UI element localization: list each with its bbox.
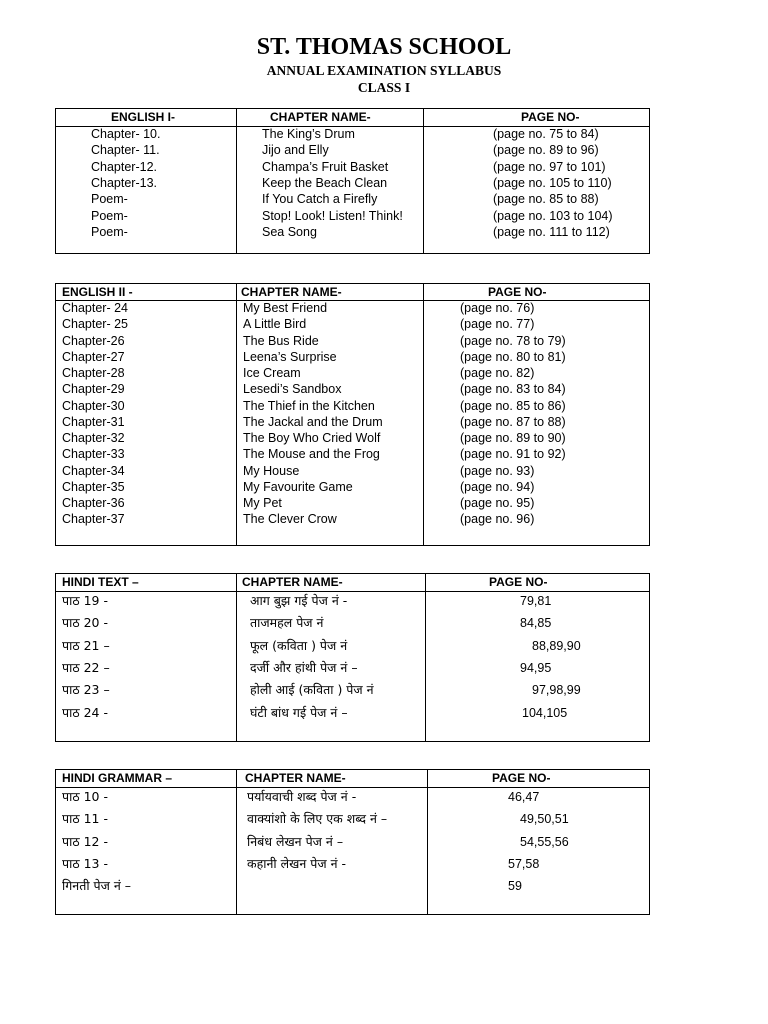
column-divider bbox=[236, 770, 237, 914]
chapter-name: Sea Song bbox=[262, 224, 317, 239]
chapter-name: वाक्यांशो के लिए एक शब्द नं – bbox=[247, 811, 388, 827]
chapter-number: पाठ 24 - bbox=[62, 704, 108, 720]
page-numbers: (page no. 103 to 104) bbox=[493, 208, 613, 223]
column-divider bbox=[236, 284, 237, 545]
chapter-number: Chapter-28 bbox=[62, 366, 125, 380]
chapter-number: Chapter-36 bbox=[62, 496, 125, 510]
page-no-header: PAGE NO- bbox=[492, 771, 551, 785]
chapter-number: Poem- bbox=[91, 224, 128, 239]
chapter-name: My House bbox=[243, 463, 300, 478]
subject-header: HINDI GRAMMAR – bbox=[62, 771, 172, 785]
chapter-number: पाठ 20 - bbox=[62, 615, 108, 631]
chapter-number: Chapter-32 bbox=[62, 431, 125, 445]
chapter-name: पर्यायवाची शब्द पेज नं - bbox=[247, 789, 357, 804]
chapter-name: The Bus Ride bbox=[243, 333, 319, 348]
chapter-name: The Clever Crow bbox=[243, 512, 337, 527]
class-label: CLASS I bbox=[357, 80, 411, 95]
chapter-number: पाठ 21 – bbox=[62, 637, 110, 653]
chapter-name: Champa’s Fruit Basket bbox=[262, 159, 389, 174]
chapter-number: Chapter-29 bbox=[62, 382, 125, 397]
chapter-name: Lesedi’s Sandbox bbox=[243, 382, 342, 397]
chapter-name: If You Catch a Firefly bbox=[262, 192, 378, 207]
chapter-number: Chapter-31 bbox=[62, 414, 125, 429]
page-numbers: 59 bbox=[508, 879, 522, 894]
english-one-table bbox=[55, 108, 650, 254]
column-divider bbox=[423, 284, 424, 545]
page-numbers: (page no. 78 to 79) bbox=[460, 333, 566, 348]
chapter-number: Chapter-26 bbox=[62, 333, 125, 348]
page-numbers: (page no. 105 to 110) bbox=[493, 175, 612, 190]
chapter-number: Chapter-12. bbox=[91, 159, 158, 174]
chapter-number: Chapter- 25 bbox=[62, 317, 129, 332]
chapter-name: Leena’s Surprise bbox=[243, 349, 337, 364]
chapter-number: Chapter-13. bbox=[91, 175, 158, 190]
page-numbers: (page no. 93) bbox=[460, 463, 535, 478]
syllabus-title: ANNUAL EXAMINATION SYLLABUS bbox=[266, 63, 502, 78]
page-no-header: PAGE NO- bbox=[489, 575, 548, 589]
chapter-number: Poem- bbox=[91, 208, 128, 223]
chapter-name: Stop! Look! Listen! Think! bbox=[262, 208, 403, 223]
chapter-name: होली आई (कविता ) पेज नं bbox=[250, 682, 374, 698]
chapter-number: Chapter-33 bbox=[62, 447, 125, 462]
page-numbers: (page no. 87 to 88) bbox=[460, 414, 566, 429]
page-numbers: (page no. 95) bbox=[460, 496, 535, 510]
page-numbers: 49,50,51 bbox=[520, 812, 569, 827]
chapter-name: आग बुझ गई पेज नं - bbox=[250, 593, 348, 608]
chapter-name: Ice Cream bbox=[243, 366, 301, 380]
chapter-name-header: CHAPTER NAME- bbox=[241, 285, 342, 299]
chapter-name: निबंध लेखन पेज नं – bbox=[247, 833, 344, 849]
chapter-number: Chapter-35 bbox=[62, 479, 125, 494]
chapter-number: Poem- bbox=[91, 192, 128, 207]
chapter-name: The Jackal and the Drum bbox=[243, 414, 383, 429]
chapter-number: Chapter-37 bbox=[62, 512, 125, 527]
page-numbers: (page no. 96) bbox=[460, 512, 535, 527]
page-no-header: PAGE NO- bbox=[521, 110, 580, 124]
page-numbers: (page no. 75 to 84) bbox=[493, 127, 599, 141]
page-numbers: 84,85 bbox=[520, 616, 552, 631]
hindi-grammar-table bbox=[55, 769, 650, 915]
column-divider bbox=[427, 770, 428, 914]
school-name: ST. THOMAS SCHOOL bbox=[256, 34, 512, 60]
hindi-text-table bbox=[55, 573, 650, 742]
chapter-number: पाठ 19 - bbox=[62, 593, 108, 608]
page-numbers: (page no. 85 to 88) bbox=[493, 192, 599, 207]
chapter-name: दर्जी और हांथी पेज नं – bbox=[250, 659, 358, 675]
chapter-number: पाठ 13 - bbox=[62, 855, 108, 871]
page-numbers: (page no. 76) bbox=[460, 301, 535, 315]
page-numbers: (page no. 89 to 96) bbox=[493, 143, 599, 158]
header-divider bbox=[56, 300, 649, 301]
chapter-name: घंटी बांध गई पेज नं – bbox=[250, 704, 348, 720]
header-divider bbox=[56, 787, 649, 788]
page-numbers: (page no. 82) bbox=[460, 366, 535, 380]
page-numbers: (page no. 77) bbox=[460, 317, 535, 332]
chapter-name: ताजमहल पेज नं bbox=[250, 615, 324, 631]
chapter-name: My Pet bbox=[243, 496, 282, 510]
page-numbers: 46,47 bbox=[508, 790, 540, 804]
chapter-name: The King’s Drum bbox=[262, 127, 355, 141]
page-numbers: (page no. 83 to 84) bbox=[460, 382, 566, 397]
column-divider bbox=[236, 109, 237, 253]
page-numbers: (page no. 91 to 92) bbox=[460, 447, 566, 462]
page-numbers: (page no. 111 to 112) bbox=[493, 224, 610, 239]
page-numbers: 54,55,56 bbox=[520, 834, 569, 849]
chapter-number: पाठ 22 – bbox=[62, 659, 110, 675]
chapter-name: Keep the Beach Clean bbox=[262, 175, 388, 190]
chapter-name-header: CHAPTER NAME- bbox=[270, 110, 371, 124]
chapter-number: Chapter-27 bbox=[62, 349, 125, 364]
column-divider bbox=[236, 574, 237, 741]
header-divider bbox=[56, 591, 649, 592]
page-numbers: 94,95 bbox=[520, 660, 552, 675]
page-numbers: (page no. 85 to 86) bbox=[460, 398, 566, 413]
chapter-name: कहानी लेखन पेज नं - bbox=[247, 855, 347, 871]
chapter-number: Chapter-34 bbox=[62, 463, 125, 478]
page-numbers: (page no. 80 to 81) bbox=[460, 349, 566, 364]
page-numbers: (page no. 97 to 101) bbox=[493, 159, 606, 174]
chapter-name: A Little Bird bbox=[243, 317, 307, 332]
chapter-number: पाठ 10 - bbox=[62, 789, 108, 804]
chapter-number: Chapter-30 bbox=[62, 398, 125, 413]
chapter-name: The Boy Who Cried Wolf bbox=[243, 431, 381, 445]
page-numbers: (page no. 94) bbox=[460, 479, 535, 494]
page-numbers: 97,98,99 bbox=[532, 683, 581, 698]
page-numbers: 88,89,90 bbox=[532, 638, 581, 653]
chapter-number: पाठ 23 – bbox=[62, 682, 110, 698]
chapter-number: Chapter- 24 bbox=[62, 301, 129, 315]
page-numbers: (page no. 89 to 90) bbox=[460, 431, 566, 445]
chapter-number: पाठ 11 - bbox=[62, 811, 108, 827]
subject-header: ENGLISH II - bbox=[62, 285, 133, 299]
subject-header: HINDI TEXT – bbox=[62, 575, 139, 589]
chapter-name-header: CHAPTER NAME- bbox=[242, 575, 343, 589]
chapter-name: Jijo and Elly bbox=[262, 143, 329, 158]
page-no-header: PAGE NO- bbox=[488, 285, 547, 299]
chapter-number: Chapter- 11. bbox=[91, 143, 160, 158]
page-numbers: 104,105 bbox=[522, 705, 568, 720]
column-divider bbox=[423, 109, 424, 253]
page-numbers: 79,81 bbox=[520, 594, 552, 608]
english-two-table bbox=[55, 283, 650, 546]
chapter-name: My Best Friend bbox=[243, 301, 328, 315]
page-numbers: 57,58 bbox=[508, 856, 540, 871]
chapter-name: My Favourite Game bbox=[243, 479, 353, 494]
chapter-number: पाठ 12 - bbox=[62, 833, 108, 849]
chapter-number: Chapter- 10. bbox=[91, 127, 161, 141]
chapter-number: गिनती पेज नं – bbox=[62, 878, 132, 894]
chapter-name: The Mouse and the Frog bbox=[243, 447, 380, 462]
chapter-name: फूल (कविता ) पेज नं bbox=[250, 637, 348, 653]
chapter-name: The Thief in the Kitchen bbox=[243, 398, 375, 413]
subject-header: ENGLISH I- bbox=[111, 110, 176, 124]
chapter-name-header: CHAPTER NAME- bbox=[245, 771, 346, 785]
column-divider bbox=[425, 574, 426, 741]
